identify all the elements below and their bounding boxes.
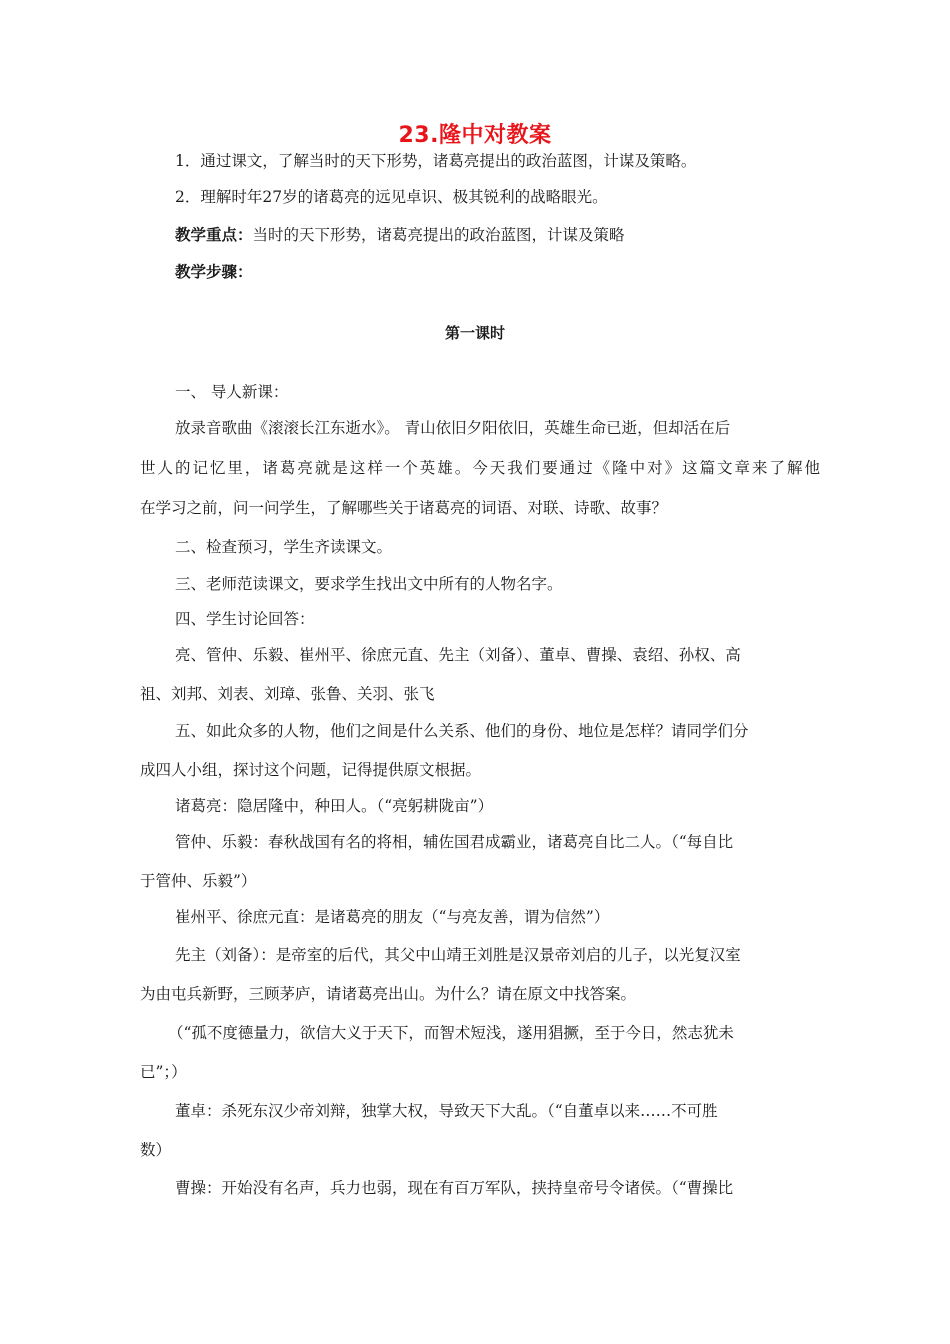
paragraph-line: 祖、刘邦、刘表、刘璋、张鲁、关羽、张飞 [140, 685, 435, 703]
paragraph-line: 亮、管仲、乐毅、崔州平、徐庶元直、先主（刘备）、董卓、曹操、袁绍、孙权、高 [175, 646, 741, 664]
lesson-heading: 第一课时 [444, 324, 505, 342]
teaching-key-text: 当时的天下形势，诸葛亮提出的政治蓝图，计谋及策略 [252, 226, 625, 244]
paragraph-line: 为由屯兵新野，三顾茅庐，请诸葛亮出山。为什么？请在原文中找答案。 [140, 985, 637, 1003]
character-entry: 曹操：开始没有名声，兵力也弱，现在有百万军队，挟持皇帝号令诸侯。（“曹操比 [175, 1179, 734, 1197]
paragraph-line: 于管仲、乐毅”） [140, 872, 257, 890]
teaching-steps-label: 教学步骤： [175, 262, 253, 281]
teaching-key-point [175, 225, 815, 245]
character-entry: 诸葛亮：隐居隆中，种田人。（“亮躬耕陇亩”） [175, 797, 494, 815]
section-reading: 三、老师范读课文，要求学生找出文中所有的人物名字。 [175, 575, 563, 593]
paragraph-line: 已”；） [140, 1063, 187, 1081]
section-intro: 一、 导人新课： [175, 383, 289, 401]
paragraph-line: 数） [140, 1141, 172, 1159]
objective-1: 1．通过课文，了解当时的天下形势，诸葛亮提出的政治蓝图，计谋及策略。 [175, 152, 697, 170]
document-title: 23.隆中对教案 [398, 123, 552, 148]
character-entry: 崔州平、徐庶元直：是诸葛亮的朋友（“与亮友善，谓为信然”） [175, 908, 610, 926]
section-relations: 五、如此众多的人物，他们之间是什么关系、他们的身份、地位是怎样？请同学们分 [175, 722, 749, 740]
paragraph-line: 放录音歌曲《滚滚长江东逝水》。 青山依旧夕阳依旧，英雄生命已逝，但却活在后 [175, 419, 731, 437]
character-entry: 董卓：杀死东汉少帝刘辩，独掌大权，导致天下大乱。（“自董卓以来……不可胜 [175, 1102, 718, 1120]
objective-2: 2．理解时年27岁的诸葛亮的远见卓识、极其锐利的战略眼光。 [175, 188, 608, 206]
teaching-key-label: 教学重点： [175, 225, 253, 244]
section-preview: 二、检查预习，学生齐读课文。 [175, 538, 393, 556]
character-entry: 先主（刘备）：是帝室的后代，其父中山靖王刘胜是汉景帝刘启的儿子，以光复汉室 [175, 946, 741, 964]
character-entry: 管仲、乐毅：春秋战国有名的将相，辅佐国君成霸业，诸葛亮自比二人。（“每自比 [175, 833, 734, 851]
paragraph-line: 世人的记忆里，诸葛亮就是这样一个英雄。今天我们要通过《隆中对》这篇文章来了解他 [140, 459, 820, 477]
paragraph-line: 成四人小组，探讨这个问题，记得提供原文根据。 [140, 761, 482, 779]
section-discussion: 四、学生讨论回答： [175, 610, 315, 628]
quote-line: （“孤不度德量力，欲信大义于天下，而智术短浅，遂用猖撅，至于今日，然志犹未 [168, 1024, 734, 1042]
paragraph-line: 在学习之前，问一问学生，了解哪些关于诸葛亮的词语、对联、诗歌、故事？ [140, 499, 668, 517]
